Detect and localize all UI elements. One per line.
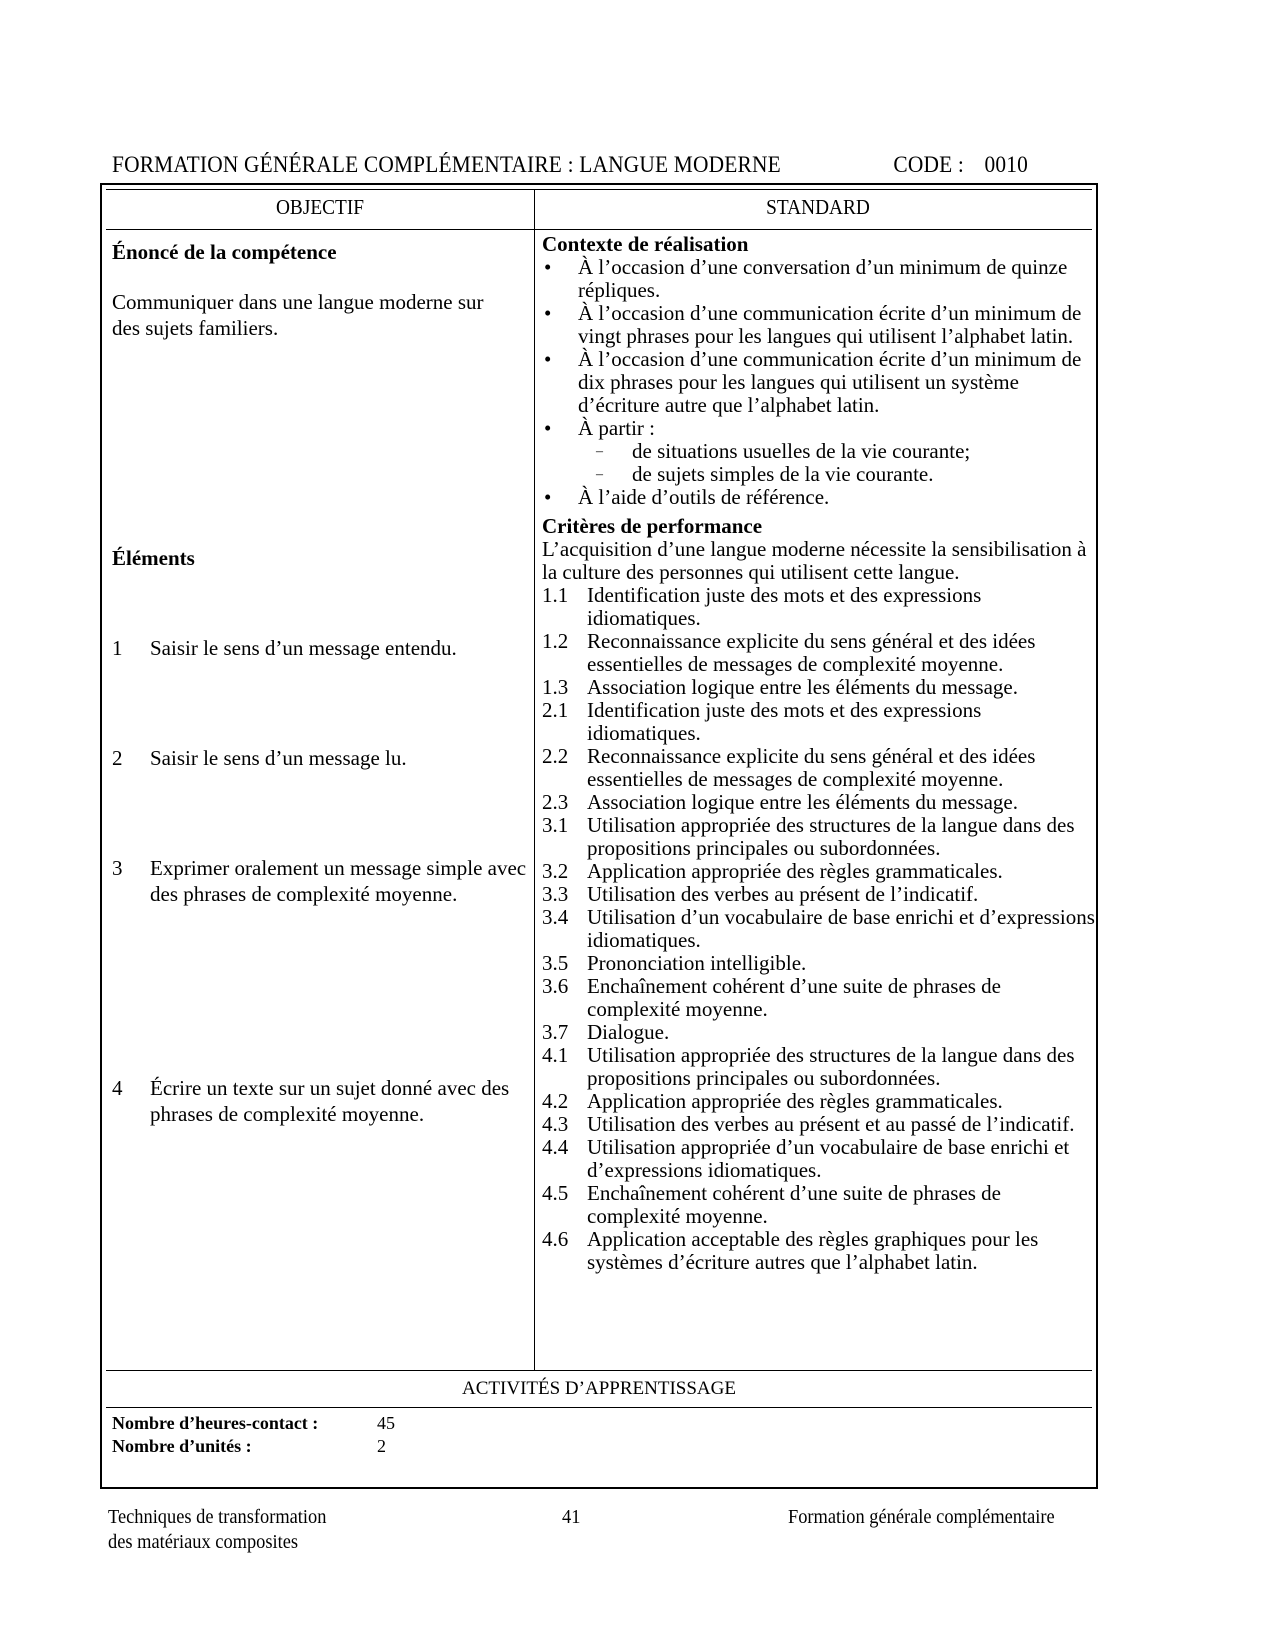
- column-divider: [534, 189, 535, 1370]
- critere-number: 2.2: [542, 744, 569, 768]
- critere-text: Association logique entre les éléments du message.: [587, 790, 1018, 814]
- element-text: Saisir le sens d’un message lu.: [150, 746, 407, 770]
- critere-text: Application acceptable des règles graphiques pour les systèmes d’écriture autres que l’alphabet latin.: [587, 1227, 1039, 1274]
- contexte-text: À partir :: [578, 416, 655, 440]
- footer-right: Formation générale complémentaire: [788, 1506, 1055, 1528]
- contexte-text: À l’occasion d’une conversation d’un minimum de quinze répliques.: [578, 255, 1068, 302]
- subitem-text: de sujets simples de la vie courante.: [632, 462, 934, 486]
- critere-number: 3.7: [542, 1020, 569, 1044]
- enonce-heading: Énoncé de la compétence: [112, 240, 337, 264]
- footer-left: [108, 1505, 326, 1555]
- critere-text: Identification juste des mots et des expressions idiomatiques.: [587, 583, 982, 630]
- course-title: FORMATION GÉNÉRALE COMPLÉMENTAIRE : LANGUE MODERNE: [112, 152, 781, 177]
- critere-number: 4.2: [542, 1089, 569, 1113]
- critere-item: [542, 952, 1097, 975]
- page-title: [112, 152, 1028, 178]
- critere-number: 3.1: [542, 813, 569, 837]
- unites-label: Nombre d’unités :: [112, 1436, 252, 1456]
- bullet-icon: •: [544, 255, 552, 279]
- contexte-text: À l’aide d’outils de référence.: [578, 485, 830, 509]
- critere-text: Reconnaissance explicite du sens général et des idées essentielles de messages de complexité moyenne.: [587, 744, 1036, 791]
- contexte-text: À l’occasion d’une communication écrite d’un minimum de vingt phrases pour les langues qui utilisent l’alphabet latin.: [578, 301, 1082, 348]
- critere-item: [542, 1021, 1097, 1044]
- critere-item: [542, 676, 1097, 699]
- critere-item: [542, 1113, 1097, 1136]
- critere-number: 4.3: [542, 1112, 569, 1136]
- bullet-icon: •: [544, 416, 552, 440]
- critere-number: 2.1: [542, 698, 569, 722]
- elements-heading: Éléments: [112, 546, 195, 570]
- bullet-icon: •: [544, 485, 552, 509]
- contexte-text: À l’occasion d’une communication écrite d’un minimum de dix phrases pour les langues qui utilisent un système d’écriture autre que l’alphabet latin.: [578, 347, 1082, 417]
- criteres-intro: L’acquisition d’une langue moderne nécessite la sensibilisation à la culture des personnes qui utilisent cette langue.: [542, 537, 1087, 584]
- competency-table: [100, 183, 1098, 1489]
- critere-number: 4.4: [542, 1135, 569, 1159]
- contexte-item: [542, 348, 1097, 417]
- page-number: 41: [562, 1506, 581, 1528]
- critere-number: 3.6: [542, 974, 569, 998]
- bullet-icon: •: [544, 347, 552, 371]
- contexte-subitem: [542, 463, 1097, 486]
- element-item: [112, 635, 527, 661]
- footer-program-line1: Techniques de transformation: [108, 1506, 327, 1528]
- heures-value: 45: [377, 1413, 395, 1433]
- activites-heading: ACTIVITÉS D’APPRENTISSAGE: [462, 1378, 736, 1399]
- contexte-item: [542, 417, 1097, 440]
- critere-text: Utilisation des verbes au présent de l’indicatif.: [587, 882, 979, 906]
- critere-item: [542, 883, 1097, 906]
- critere-text: Utilisation appropriée des structures de la langue dans des propositions principales ou subordonnées.: [587, 813, 1075, 860]
- course-code: [893, 152, 1028, 178]
- heures-contact-row: [112, 1413, 395, 1434]
- critere-item: [542, 1044, 1097, 1090]
- critere-item: [542, 630, 1097, 676]
- element-number: 4: [112, 1076, 123, 1100]
- critere-item: [542, 1136, 1097, 1182]
- critere-text: Application appropriée des règles grammaticales.: [587, 859, 1003, 883]
- critere-text: Identification juste des mots et des expressions idiomatiques.: [587, 698, 982, 745]
- critere-text: Utilisation d’un vocabulaire de base enrichi et d’expressions idiomatiques.: [587, 905, 1095, 952]
- critere-number: 1.2: [542, 629, 569, 653]
- critere-text: Prononciation intelligible.: [587, 951, 807, 975]
- critere-text: Utilisation appropriée des structures de la langue dans des propositions principales ou subordonnées.: [587, 1043, 1075, 1090]
- element-text: Écrire un texte sur un sujet donné avec des phrases de complexité moyenne.: [150, 1076, 510, 1126]
- element-text: Saisir le sens d’un message entendu.: [150, 636, 457, 660]
- critere-item: [542, 975, 1097, 1021]
- criteres-heading: Critères de performance: [542, 514, 763, 538]
- objectif-header: OBJECTIF: [275, 195, 365, 219]
- critere-item: [542, 814, 1097, 860]
- critere-item: [542, 1090, 1097, 1113]
- critere-text: Utilisation des verbes au présent et au passé de l’indicatif.: [587, 1112, 1075, 1136]
- critere-item: [542, 791, 1097, 814]
- unites-value: 2: [377, 1436, 386, 1456]
- contexte-heading: Contexte de réalisation: [542, 232, 749, 256]
- heures-label: Nombre d’heures-contact :: [112, 1413, 319, 1433]
- critere-item: [542, 745, 1097, 791]
- element-number: 1: [112, 636, 123, 660]
- code-label: CODE :: [893, 152, 965, 177]
- critere-item: [542, 860, 1097, 883]
- divider: [106, 229, 1092, 230]
- critere-text: Enchaînement cohérent d’une suite de phrases de complexité moyenne.: [587, 1181, 1002, 1228]
- critere-number: 3.3: [542, 882, 569, 906]
- critere-text: Reconnaissance explicite du sens général et des idées essentielles de messages de complexité moyenne.: [587, 629, 1036, 676]
- critere-item: [542, 1228, 1097, 1274]
- divider: [106, 189, 1092, 190]
- code-value: 0010: [984, 152, 1029, 177]
- subitem-text: de situations usuelles de la vie courante;: [632, 439, 971, 463]
- contexte-subitem: [542, 440, 1097, 463]
- element-number: 3: [112, 856, 123, 880]
- bullet-icon: •: [544, 301, 552, 325]
- dash-icon: –: [596, 467, 603, 482]
- critere-text: Utilisation appropriée d’un vocabulaire de base enrichi et d’expressions idiomatiques.: [587, 1135, 1070, 1182]
- critere-number: 3.2: [542, 859, 569, 883]
- enonce-text: Communiquer dans une langue moderne sur des sujets familiers.: [112, 290, 484, 340]
- critere-number: 4.6: [542, 1227, 569, 1251]
- contexte-item: [542, 486, 1097, 509]
- critere-number: 3.4: [542, 905, 569, 929]
- critere-text: Dialogue.: [587, 1020, 670, 1044]
- divider: [106, 1370, 1092, 1371]
- critere-item: [542, 1182, 1097, 1228]
- critere-number: 4.1: [542, 1043, 569, 1067]
- standard-column: [542, 233, 1097, 1274]
- critere-number: 3.5: [542, 951, 569, 975]
- critere-text: Enchaînement cohérent d’une suite de phrases de complexité moyenne.: [587, 974, 1002, 1021]
- element-item: [112, 1075, 527, 1127]
- contexte-item: [542, 302, 1097, 348]
- element-item: [112, 745, 527, 771]
- dash-icon: –: [596, 444, 603, 459]
- standard-header: STANDARD: [766, 195, 870, 219]
- critere-number: 1.3: [542, 675, 569, 699]
- element-text: Exprimer oralement un message simple avec des phrases de complexité moyenne.: [150, 856, 527, 906]
- critere-number: 4.5: [542, 1181, 569, 1205]
- critere-item: [542, 906, 1097, 952]
- element-item: [112, 855, 527, 907]
- critere-number: 2.3: [542, 790, 569, 814]
- critere-item: [542, 699, 1097, 745]
- element-number: 2: [112, 746, 123, 770]
- critere-text: Application appropriée des règles grammaticales.: [587, 1089, 1003, 1113]
- critere-number: 1.1: [542, 583, 569, 607]
- critere-text: Association logique entre les éléments du message.: [587, 675, 1018, 699]
- critere-item: [542, 584, 1097, 630]
- contexte-item: [542, 256, 1097, 302]
- unites-row: [112, 1436, 386, 1457]
- footer-program-line2: des matériaux composites: [108, 1531, 299, 1553]
- divider: [106, 1407, 1092, 1408]
